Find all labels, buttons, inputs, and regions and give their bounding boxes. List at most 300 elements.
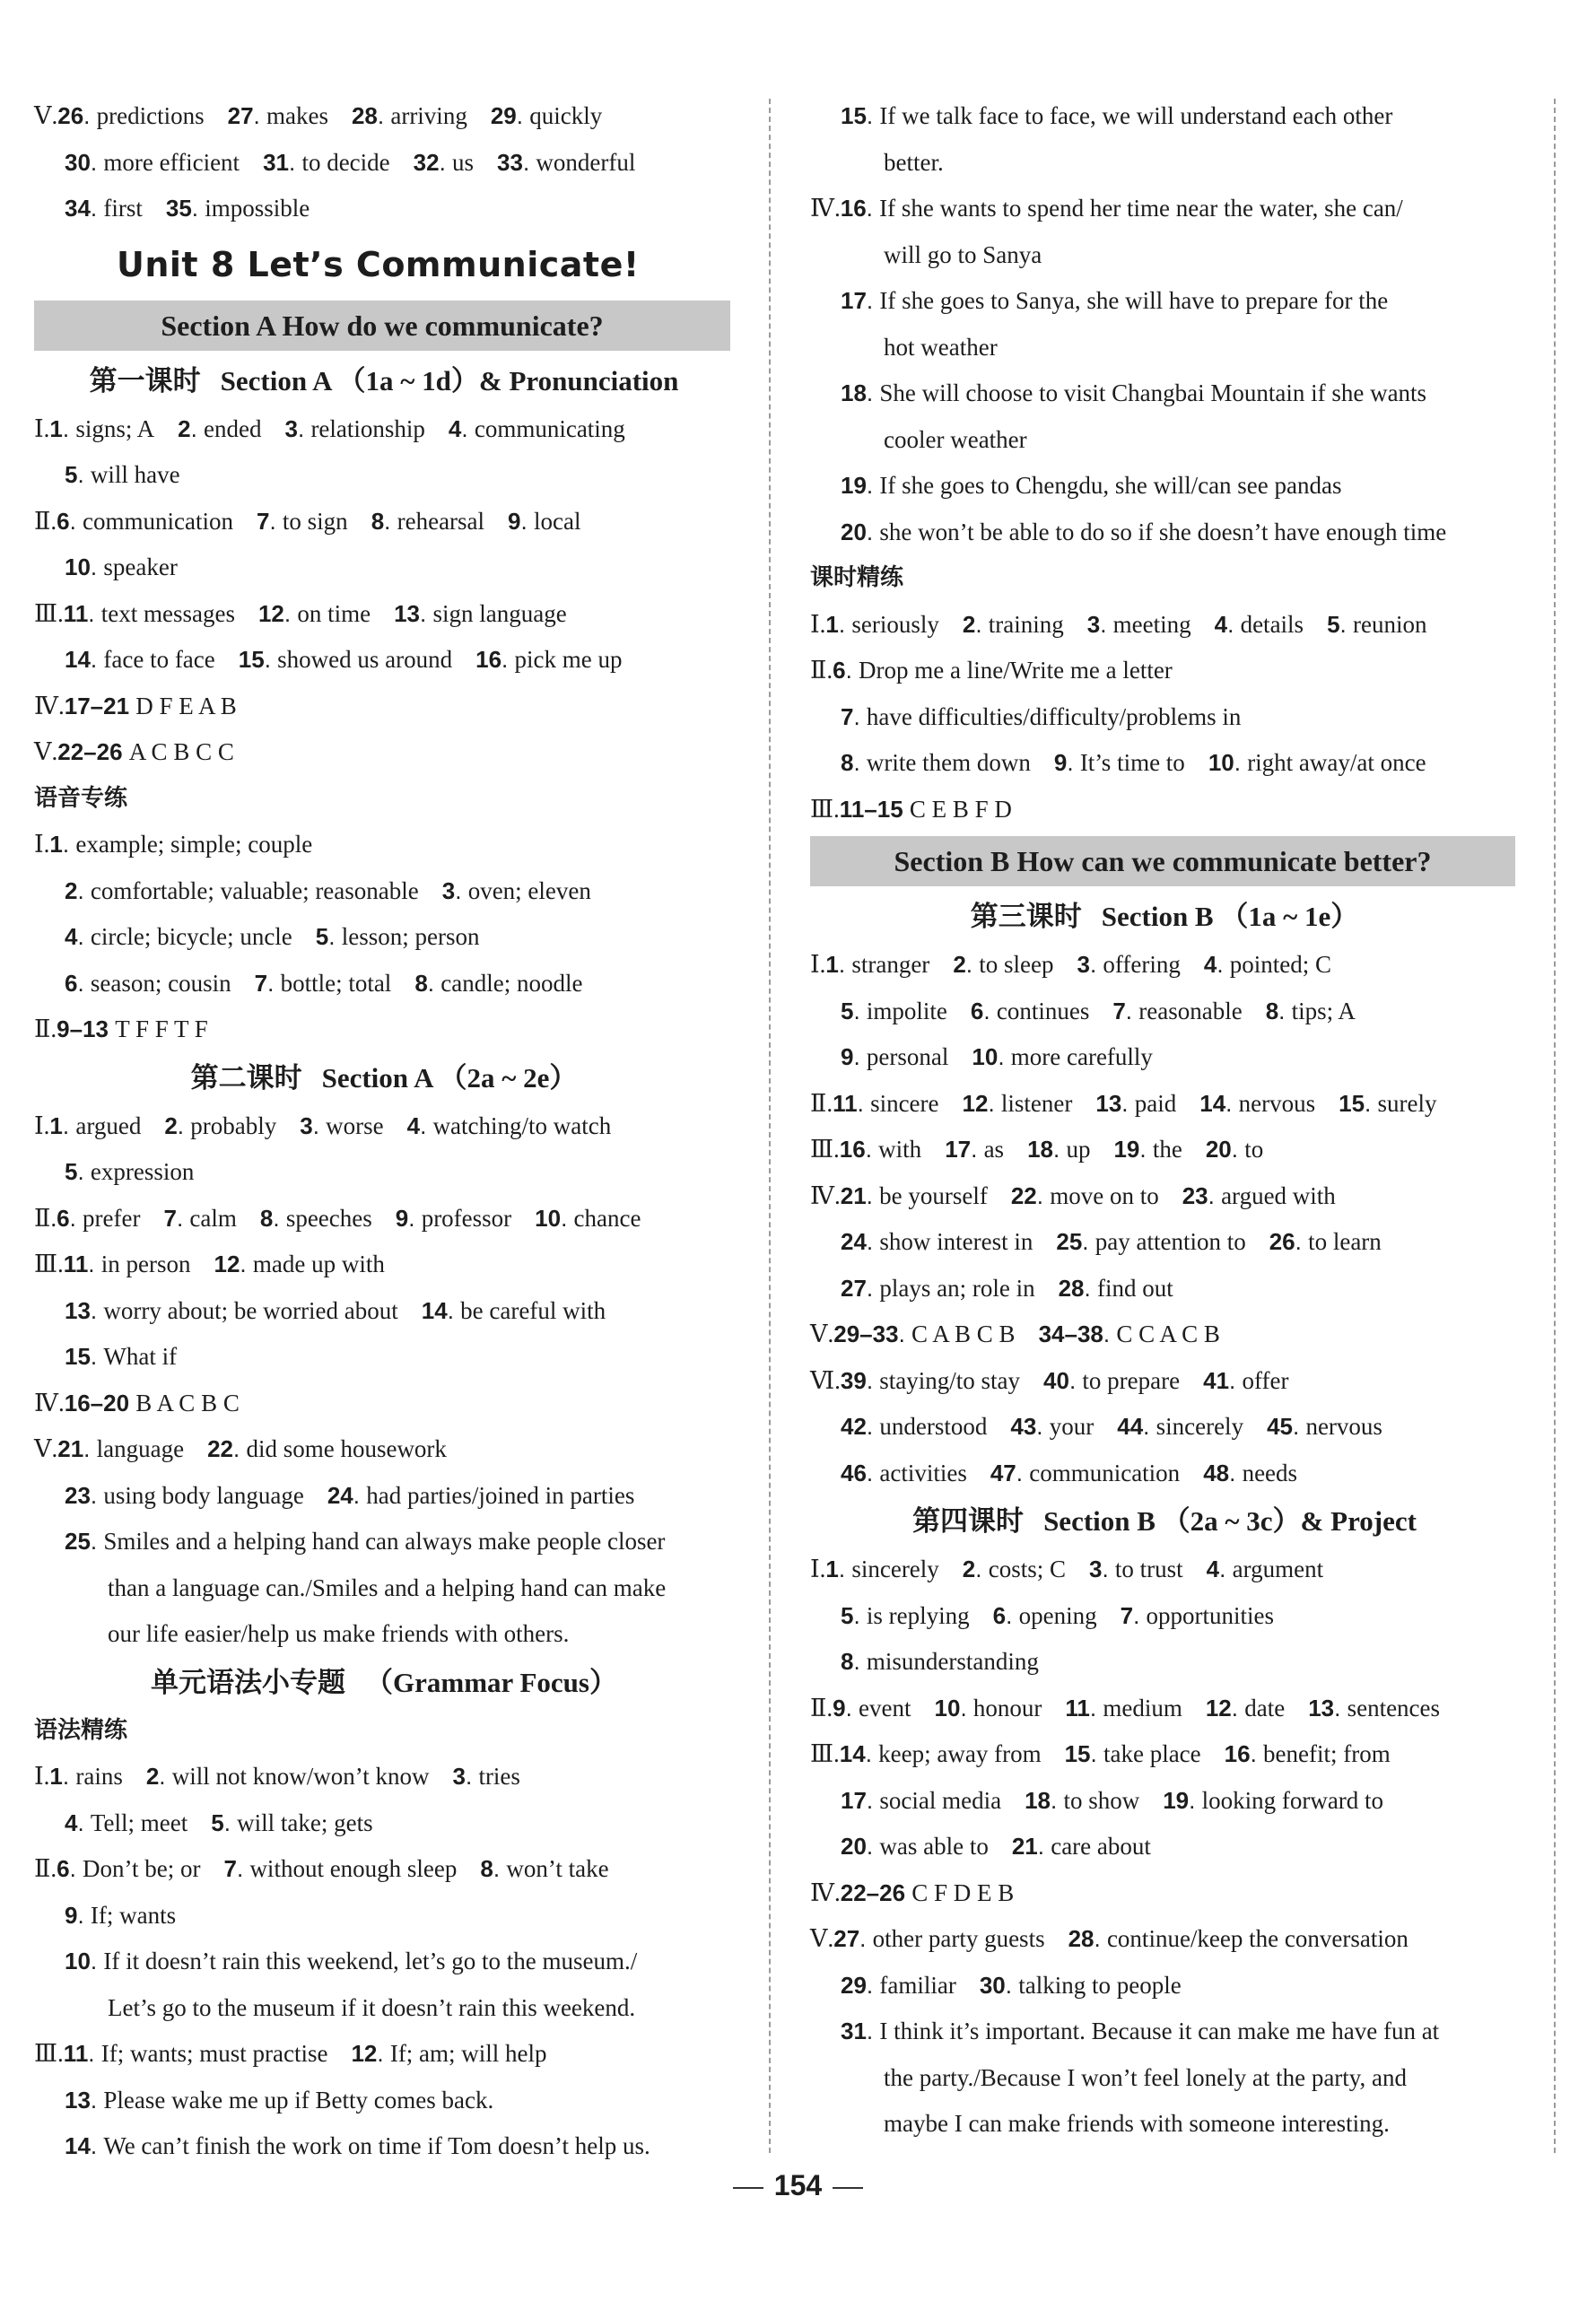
answer-text: rehearsal bbox=[397, 507, 485, 535]
question-number: 39 . bbox=[841, 1367, 879, 1394]
answer-item bbox=[1065, 1686, 1182, 1732]
answer-line bbox=[34, 545, 734, 591]
question-number: 46 . bbox=[841, 1460, 879, 1486]
answer-item bbox=[57, 729, 234, 776]
question-number: 7 . bbox=[841, 703, 867, 730]
answer-text: opening bbox=[1018, 1601, 1097, 1629]
question-number: 35 . bbox=[166, 195, 205, 222]
question-number: 5 . bbox=[211, 1809, 237, 1836]
answer-item bbox=[300, 1103, 383, 1150]
sentence-line bbox=[810, 370, 1519, 417]
answer-text: won’t take bbox=[506, 1855, 609, 1882]
answer-line: Ⅲ.11–15 C E B F D bbox=[810, 787, 1519, 833]
question-number: 25 . bbox=[1056, 1228, 1095, 1255]
answer-item bbox=[963, 1081, 1073, 1128]
answer-text: needs bbox=[1242, 1459, 1298, 1486]
question-number: 19 . bbox=[1163, 1787, 1201, 1814]
question-number: 13 . bbox=[65, 2087, 103, 2114]
answer-sentence bbox=[810, 93, 1519, 186]
question-number: 24 . bbox=[327, 1482, 366, 1509]
answer-text: in person bbox=[100, 1251, 191, 1277]
answer-item bbox=[841, 1963, 956, 2009]
sentence-line bbox=[810, 232, 1519, 279]
answer-item bbox=[65, 452, 180, 499]
answer-text: showed us around bbox=[277, 646, 453, 673]
answer-text: up bbox=[1066, 1136, 1091, 1163]
answer-line: Ⅱ.6 . Don’t be; or 7 . without enough sleep 8 . won’t take bbox=[34, 1846, 734, 1893]
question-number: 4 . bbox=[65, 923, 91, 950]
answer-item bbox=[65, 961, 231, 1007]
question-number: 13 . bbox=[1308, 1695, 1347, 1721]
answer-item bbox=[945, 1127, 1004, 1173]
answer-text: comfortable; valuable; reasonable bbox=[90, 876, 419, 904]
answer-item bbox=[841, 1266, 1035, 1312]
roman-numeral: Ⅱ bbox=[34, 507, 51, 535]
answer-item bbox=[65, 1800, 188, 1847]
question-number: 15 . bbox=[841, 102, 879, 129]
roman-numeral: Ⅱ bbox=[34, 1015, 51, 1042]
answer-sentence bbox=[810, 463, 1519, 510]
answer-item bbox=[1117, 1404, 1243, 1451]
answer-text: surely bbox=[1377, 1089, 1437, 1117]
answer-text: C C A C B bbox=[1116, 1320, 1220, 1347]
roman-numeral: Ⅱ bbox=[34, 1855, 51, 1882]
answer-item bbox=[65, 545, 178, 591]
answer-item bbox=[990, 1451, 1180, 1497]
sentence-text: our life easier/help us make friends with others. bbox=[108, 1620, 570, 1647]
answer-item bbox=[1010, 1404, 1094, 1451]
answer-item bbox=[57, 93, 204, 140]
answer-item bbox=[1039, 1312, 1220, 1358]
roman-numeral: Ⅲ bbox=[34, 1251, 58, 1277]
answer-text: paid bbox=[1134, 1089, 1177, 1117]
right-column bbox=[810, 93, 1519, 2148]
answer-text: familiar bbox=[879, 1971, 956, 1999]
answer-line bbox=[34, 1893, 734, 1939]
answer-text: What if bbox=[103, 1343, 178, 1370]
question-number: 8 . bbox=[841, 749, 867, 776]
answer-sentence bbox=[34, 1939, 734, 2031]
answer-item bbox=[371, 499, 484, 545]
answer-item bbox=[453, 1754, 520, 1800]
answer-item bbox=[1182, 1173, 1336, 1220]
answer-line: Ⅲ.11 . text messages 12 . on time 13 . sign language bbox=[34, 591, 734, 638]
answer-text: first bbox=[103, 195, 143, 222]
grammar-title-cn: 单元语法小专题 bbox=[151, 1666, 346, 1699]
answer-text: expression bbox=[90, 1158, 195, 1185]
question-number: 48 . bbox=[1203, 1460, 1242, 1486]
answer-item bbox=[1056, 1219, 1245, 1266]
answer-item bbox=[1054, 740, 1185, 787]
question-number: 16 . bbox=[475, 646, 514, 673]
left-column bbox=[34, 93, 734, 2170]
answer-text: social media bbox=[879, 1786, 1002, 1814]
answer-line bbox=[34, 1473, 734, 1520]
sentence-line bbox=[810, 140, 1519, 187]
answer-text: plays an; role in bbox=[879, 1274, 1035, 1302]
answer-item bbox=[508, 499, 580, 545]
question-range: 16–20 bbox=[64, 1389, 130, 1416]
answer-line: Ⅱ.6 . prefer 7 . calm 8 . speeches 9 . professor 10 . chance bbox=[34, 1196, 734, 1242]
question-number: 14 . bbox=[65, 646, 103, 673]
question-number: 17 . bbox=[841, 287, 879, 314]
answer-text: understood bbox=[879, 1413, 988, 1440]
roman-numeral: Ⅳ bbox=[34, 1389, 58, 1416]
question-number: 1 . bbox=[49, 1763, 75, 1790]
answer-item bbox=[497, 140, 635, 187]
question-number: 8 . bbox=[260, 1205, 286, 1232]
question-number: 8 . bbox=[414, 970, 440, 997]
question-number: 9 . bbox=[841, 1043, 867, 1070]
answer-item bbox=[491, 93, 602, 140]
answer-line: Ⅲ.11 . If; wants; must practise 12 . If; am; will help bbox=[34, 2031, 734, 2078]
answer-text: text messages bbox=[100, 599, 235, 627]
section-b-banner: Section B How can we communicate better? bbox=[810, 836, 1515, 886]
answer-item bbox=[1266, 989, 1356, 1035]
answer-text: as bbox=[983, 1136, 1005, 1163]
answer-item bbox=[1208, 740, 1426, 787]
question-number: 15 . bbox=[1339, 1090, 1377, 1117]
answer-text: watching/to watch bbox=[432, 1111, 612, 1139]
question-number: 9 . bbox=[1054, 749, 1080, 776]
roman-numeral: Ⅲ bbox=[34, 2040, 58, 2067]
answer-item bbox=[1225, 1731, 1391, 1778]
sentence-text: If she goes to Chengdu, she will/can see pandas bbox=[879, 472, 1342, 499]
question-number: 3 . bbox=[300, 1112, 326, 1139]
answer-item bbox=[475, 637, 622, 684]
answer-item bbox=[841, 1034, 948, 1081]
question-number: 1 . bbox=[825, 951, 851, 978]
question-number: 13 . bbox=[1095, 1090, 1134, 1117]
answer-item bbox=[841, 1173, 988, 1220]
answer-item bbox=[833, 648, 1173, 694]
answer-line: Ⅱ.6 . communication 7 . to sign 8 . rehearsal 9 . local bbox=[34, 499, 734, 545]
sentence-line bbox=[810, 2009, 1519, 2055]
answer-item bbox=[1027, 1127, 1090, 1173]
answer-item bbox=[963, 1547, 1066, 1593]
answer-item bbox=[351, 2031, 546, 2078]
question-number: 23 . bbox=[65, 1482, 103, 1509]
answer-item bbox=[1089, 1547, 1183, 1593]
grammar-heading bbox=[34, 1658, 734, 1708]
answer-item bbox=[65, 186, 143, 232]
answer-line: Ⅱ.6 . Drop me a line/Write me a letter bbox=[810, 648, 1519, 694]
grammar-practice-heading: 语法精练 bbox=[34, 1716, 128, 1744]
answer-item bbox=[414, 961, 582, 1007]
answer-item bbox=[1095, 1081, 1176, 1128]
sentence-line: Ⅳ.16 . If she wants to spend her time near the water, she can/ bbox=[810, 186, 1519, 232]
sentence-line bbox=[810, 93, 1519, 140]
answer-text: honour bbox=[972, 1694, 1042, 1721]
answer-text: pay attention to bbox=[1095, 1228, 1246, 1255]
answer-line bbox=[810, 1593, 1519, 1640]
answer-text: nervous bbox=[1238, 1089, 1316, 1117]
answer-item bbox=[163, 1196, 236, 1242]
answer-line bbox=[810, 1404, 1519, 1451]
question-number: 19 . bbox=[1113, 1136, 1152, 1163]
question-number: 8 . bbox=[480, 1855, 506, 1882]
roman-numeral: Ⅲ bbox=[34, 599, 58, 627]
question-number: 10 . bbox=[65, 1948, 103, 1974]
answer-line: Ⅰ.1 . sincerely 2 . costs; C 3 . to trust 4 . argument bbox=[810, 1547, 1519, 1593]
question-number: 32 . bbox=[414, 149, 452, 176]
question-number: 2 . bbox=[963, 611, 989, 638]
answer-item bbox=[396, 1196, 511, 1242]
answer-text: circle; bicycle; uncle bbox=[90, 923, 292, 950]
sentence-line bbox=[810, 278, 1519, 325]
answer-text: right away/at once bbox=[1247, 749, 1426, 776]
question-number: 28 . bbox=[352, 102, 390, 129]
question-number: 44 . bbox=[1117, 1413, 1156, 1440]
roman-numeral: Ⅰ bbox=[34, 1111, 44, 1139]
answer-item bbox=[224, 1846, 458, 1893]
answer-text: to sign bbox=[282, 507, 348, 535]
answer-text: using body language bbox=[103, 1481, 304, 1509]
answer-item bbox=[1207, 1547, 1323, 1593]
question-number: 2 . bbox=[178, 415, 204, 442]
answer-text: communication bbox=[83, 507, 233, 535]
question-number: 1 . bbox=[825, 1556, 851, 1582]
answer-text: language bbox=[96, 1435, 185, 1462]
answer-text: It’s time to bbox=[1079, 749, 1185, 776]
question-number: 9 . bbox=[396, 1205, 422, 1232]
answer-item bbox=[394, 591, 567, 638]
question-number: 1 . bbox=[49, 1112, 75, 1139]
roman-numeral: Ⅲ bbox=[810, 1136, 834, 1163]
answer-item bbox=[963, 602, 1064, 649]
answer-line bbox=[810, 1219, 1519, 1266]
question-number: 21 . bbox=[57, 1435, 96, 1462]
sentence-text: If it doesn’t rain this weekend, let’s go to the museum./ bbox=[103, 1948, 638, 1974]
question-number: 10 . bbox=[65, 553, 103, 580]
question-number: 31 . bbox=[841, 2018, 879, 2044]
question-number: 24 . bbox=[841, 1228, 879, 1255]
answer-text: impolite bbox=[866, 997, 947, 1024]
question-number: 12 . bbox=[258, 600, 297, 627]
answer-text: write them down bbox=[866, 749, 1031, 776]
question-number: 41 . bbox=[1203, 1367, 1242, 1394]
question-number: 43 . bbox=[1010, 1413, 1049, 1440]
lesson-title-cn: 第四课时 bbox=[912, 1505, 1025, 1538]
answer-line: Ⅴ.26 . predictions 27 . makes 28 . arriving 29 . quickly bbox=[34, 93, 734, 140]
answer-text: with bbox=[878, 1136, 922, 1163]
answer-text: ended bbox=[204, 414, 262, 442]
answer-item bbox=[1012, 1824, 1151, 1870]
answer-item bbox=[1112, 989, 1242, 1035]
question-number: 20 . bbox=[1206, 1136, 1244, 1163]
answer-item bbox=[65, 684, 237, 730]
answer-item bbox=[841, 1404, 987, 1451]
answer-item bbox=[407, 1103, 612, 1150]
lesson-title-cn: 第二课时 bbox=[190, 1061, 302, 1094]
answer-line bbox=[810, 1639, 1519, 1686]
answer-text: benefit; from bbox=[1263, 1740, 1391, 1767]
question-number: 7 . bbox=[255, 970, 281, 997]
answer-item bbox=[352, 93, 467, 140]
question-number: 29 . bbox=[491, 102, 529, 129]
question-number: 28 . bbox=[1068, 1925, 1107, 1952]
question-number: 25 . bbox=[65, 1528, 103, 1555]
answer-text: to show bbox=[1063, 1786, 1140, 1814]
lesson-title-en: Section A （1a ~ 1d）& Pronunciation bbox=[220, 364, 679, 397]
question-number: 4 . bbox=[407, 1112, 433, 1139]
question-number: 27 . bbox=[841, 1275, 879, 1302]
question-number: 6 . bbox=[833, 657, 859, 684]
answer-item bbox=[1011, 1173, 1159, 1220]
answer-line: Ⅳ.17–21 D F E A B bbox=[34, 684, 734, 730]
answer-line: Ⅴ.21 . language 22 . did some housework bbox=[34, 1426, 734, 1473]
question-number: 16 . bbox=[1225, 1740, 1263, 1767]
question-number: 10 . bbox=[935, 1695, 973, 1721]
answer-text: offering bbox=[1103, 951, 1181, 978]
question-range: 22–26 bbox=[840, 1878, 906, 1906]
answer-text: makes bbox=[266, 102, 328, 129]
answer-item bbox=[178, 406, 261, 453]
question-number: 6 . bbox=[971, 998, 997, 1024]
question-number: 26 . bbox=[57, 102, 96, 129]
answer-item bbox=[1121, 1593, 1274, 1640]
answer-item bbox=[841, 1451, 967, 1497]
answer-item bbox=[57, 1196, 140, 1242]
answer-text: take place bbox=[1103, 1740, 1201, 1767]
answer-text: more carefully bbox=[1010, 1043, 1153, 1070]
answer-line: Ⅰ.1 . seriously 2 . training 3 . meeting 4 . details 5 . reunion bbox=[810, 602, 1519, 649]
page-number-text: 154 bbox=[773, 2169, 823, 2201]
answer-text: pointed; C bbox=[1229, 951, 1332, 978]
answer-line bbox=[810, 1778, 1519, 1825]
answer-item bbox=[953, 942, 1053, 989]
answer-sentence bbox=[810, 186, 1519, 278]
question-number: 18 . bbox=[1027, 1136, 1066, 1163]
answer-line: Ⅱ.11 . sincere 12 . listener 13 . paid 14 . nervous 15 . surely bbox=[810, 1081, 1519, 1128]
answer-line: Ⅰ.1 . rains 2 . will not know/won’t know 3 . tries bbox=[34, 1754, 734, 1800]
answer-item bbox=[825, 1547, 938, 1593]
roman-numeral: Ⅳ bbox=[810, 1181, 834, 1209]
question-number: 6 . bbox=[65, 970, 91, 997]
answer-text: professor bbox=[421, 1204, 512, 1232]
question-number: 1 . bbox=[825, 611, 851, 638]
answer-item bbox=[833, 1081, 938, 1128]
answer-item bbox=[65, 868, 419, 915]
answer-text: C E B F D bbox=[909, 795, 1012, 823]
answer-text: meeting bbox=[1112, 610, 1191, 638]
answer-text: reasonable bbox=[1138, 997, 1243, 1024]
answer-text: personal bbox=[866, 1043, 949, 1070]
answer-text: medium bbox=[1103, 1694, 1182, 1721]
answer-text: activities bbox=[879, 1459, 967, 1486]
question-number: 8 . bbox=[841, 1648, 867, 1675]
sentence-text: will go to Sanya bbox=[884, 240, 1042, 268]
question-number: 9 . bbox=[65, 1902, 91, 1929]
answer-item bbox=[1206, 1686, 1285, 1732]
answer-text: made up with bbox=[252, 1251, 385, 1277]
answer-sentence bbox=[810, 278, 1519, 370]
answer-text: to decide bbox=[301, 148, 390, 176]
question-range: 29–33 . bbox=[833, 1320, 911, 1347]
answer-text: listener bbox=[1000, 1089, 1073, 1117]
answer-line: Ⅴ.22–26 A C B C C bbox=[34, 729, 734, 776]
answer-text: event bbox=[859, 1694, 911, 1721]
answer-item bbox=[1339, 1081, 1436, 1128]
sentence-line bbox=[34, 1519, 734, 1565]
question-number: 5 . bbox=[841, 1602, 867, 1629]
roman-numeral: Ⅵ bbox=[810, 1366, 835, 1394]
answer-text: wonderful bbox=[536, 148, 636, 176]
answer-text: more efficient bbox=[103, 148, 240, 176]
answer-item bbox=[327, 1473, 635, 1520]
answer-item bbox=[257, 499, 348, 545]
answer-sentence bbox=[34, 1519, 734, 1658]
answer-text: looking forward to bbox=[1201, 1786, 1384, 1814]
answer-item bbox=[65, 1473, 304, 1520]
roman-numeral: Ⅰ bbox=[810, 951, 820, 978]
answer-item bbox=[57, 1007, 208, 1053]
roman-numeral: Ⅴ bbox=[34, 738, 52, 765]
answer-text: D F E A B bbox=[135, 692, 237, 719]
answer-text: costs; C bbox=[988, 1556, 1066, 1582]
question-range: 11–15 bbox=[839, 795, 903, 823]
answer-text: us bbox=[452, 148, 475, 176]
answer-item bbox=[65, 1149, 194, 1196]
answer-text: signs; A bbox=[75, 414, 155, 442]
answer-text: be careful with bbox=[460, 1296, 606, 1324]
question-number: 12 . bbox=[351, 2040, 389, 2067]
answer-item bbox=[260, 1196, 372, 1242]
answer-text: keep; away from bbox=[878, 1740, 1042, 1767]
answer-text: calm bbox=[189, 1204, 237, 1232]
answer-text: continues bbox=[996, 997, 1090, 1024]
answer-item bbox=[825, 942, 929, 989]
answer-sentence bbox=[810, 370, 1519, 463]
answer-sentence bbox=[810, 510, 1519, 556]
sentence-line bbox=[34, 1985, 734, 2032]
roman-numeral: Ⅰ bbox=[34, 831, 44, 858]
answer-text: worry about; be worried about bbox=[103, 1296, 398, 1324]
roman-numeral: Ⅱ bbox=[34, 1204, 51, 1232]
answer-item bbox=[833, 1916, 1044, 1963]
question-number: 22 . bbox=[1011, 1182, 1050, 1209]
sentence-text: If we talk face to face, we will understand each other bbox=[879, 102, 1393, 129]
answer-text: to trust bbox=[1114, 1556, 1183, 1582]
question-number: 10 . bbox=[1208, 749, 1247, 776]
question-number: 12 . bbox=[963, 1090, 1001, 1117]
question-number: 4 . bbox=[1204, 951, 1230, 978]
answer-item bbox=[1203, 1451, 1297, 1497]
answer-text: If; wants bbox=[90, 1901, 177, 1929]
answer-item bbox=[414, 140, 474, 187]
answer-text: C A B C B bbox=[911, 1320, 1016, 1347]
question-number: 5 . bbox=[1327, 611, 1353, 638]
page-number-dash-left bbox=[733, 2187, 763, 2189]
answer-text: sign language bbox=[432, 599, 567, 627]
question-number: 14 . bbox=[65, 2132, 103, 2159]
answer-line bbox=[34, 1800, 734, 1847]
answer-text: show interest in bbox=[879, 1228, 1033, 1255]
page-number bbox=[0, 2169, 1596, 2202]
answer-text: stranger bbox=[851, 951, 930, 978]
question-number: 2 . bbox=[164, 1112, 190, 1139]
roman-numeral: Ⅰ bbox=[810, 1556, 820, 1582]
answer-line bbox=[34, 140, 734, 187]
question-number: 8 . bbox=[1266, 998, 1292, 1024]
answer-text: the bbox=[1152, 1136, 1182, 1163]
answer-text: offer bbox=[1242, 1366, 1289, 1394]
answer-text: to bbox=[1244, 1136, 1264, 1163]
answer-sentence bbox=[810, 2009, 1519, 2148]
answer-text: had parties/joined in parties bbox=[366, 1481, 635, 1509]
answer-line: Ⅳ.16–20 B A C B C bbox=[34, 1381, 734, 1427]
answer-text: on time bbox=[297, 599, 371, 627]
